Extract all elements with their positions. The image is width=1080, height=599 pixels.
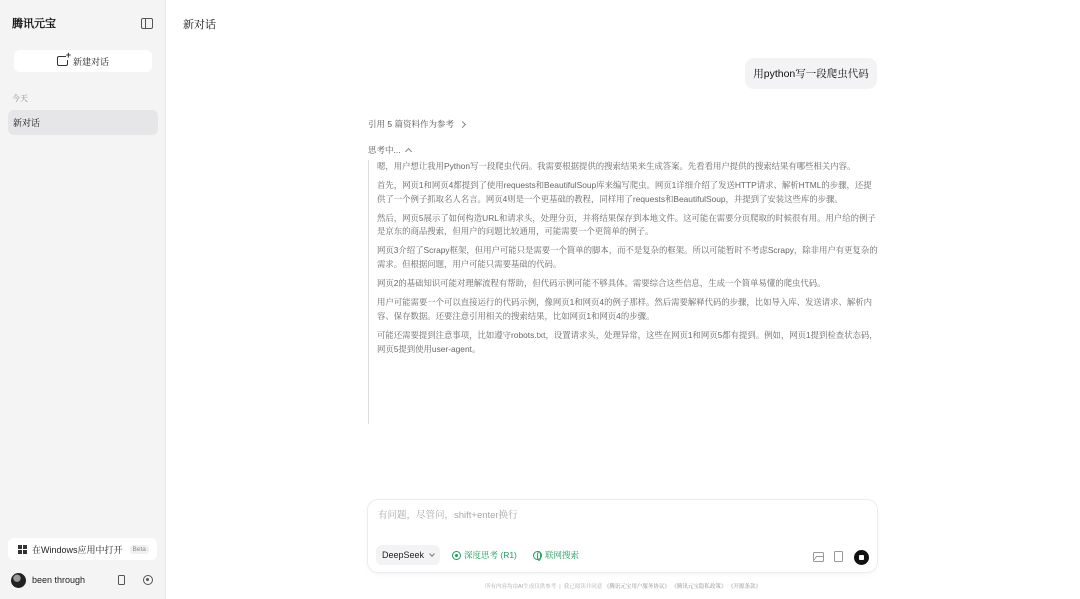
page-title: 新对话	[183, 19, 216, 31]
footer: 所有内容均由AI生成仅供参考 | 我已阅读并同意 《腾讯元宝用户服务协议》 《腾讯元宝隐私政策》 《开源条款》	[485, 584, 761, 590]
globe-icon	[533, 551, 542, 560]
opensource-link[interactable]: 《开源条款》	[727, 584, 761, 590]
sidebar-item-new-chat[interactable]: 新对话	[8, 110, 158, 135]
user-name: been through	[32, 575, 86, 585]
phone-icon[interactable]	[118, 575, 125, 585]
settings-icon[interactable]	[143, 575, 153, 585]
section-today-label: 今天	[12, 94, 28, 103]
stop-button[interactable]	[854, 550, 869, 565]
new-chat-button[interactable]	[14, 50, 152, 72]
beta-badge: Beta	[130, 545, 149, 554]
deep-think-toggle[interactable]	[452, 549, 517, 561]
deep-think-label: 深度思考 (R1)	[464, 550, 517, 560]
windows-icon	[18, 545, 27, 554]
open-windows-label: 在Windows应用中打开	[32, 544, 123, 555]
thinking-paragraph: 网页3介绍了Scrapy框架，但用户可能只是需要一个简单的脚本，而不是复杂的框架。所以可能暂时不考虑Scrapy，除非用户有更复杂的需求。但根据问题，用户可能只需要基础的代码。	[377, 245, 878, 270]
sidebar	[0, 0, 166, 599]
thinking-paragraph: 可能还需要提到注意事项，比如遵守robots.txt，设置请求头，处理异常，这些在网页1和网页5都有提到。例如，网页1提到检查状态码，网页5提到使用user-agent。	[377, 329, 878, 354]
references-label: 引用 5 篇资料作为参考	[368, 119, 454, 129]
new-chat-label: 新建对话	[72, 56, 109, 67]
model-label: DeepSeek	[382, 550, 425, 560]
web-search-toggle[interactable]	[533, 549, 579, 561]
sidebar-toggle-icon[interactable]	[141, 18, 153, 29]
chat-input[interactable]	[378, 508, 858, 522]
footer-disclaimer: 所有内容均由AI生成仅供参考	[485, 584, 557, 590]
thinking-label: 思考中...	[368, 145, 401, 155]
thinking-toggle[interactable]	[368, 144, 411, 156]
thinking-paragraph: 首先，网页1和网页4都提到了使用requests和BeautifulSoup库来编写爬虫。网页1详细介绍了发送HTTP请求、解析HTML的步骤，还提供了一个例子抓取名人名言。网页4则是一个更基础的教程，同样用了requests和BeautifulSoup，并提到了安装这些库的步骤。	[377, 180, 872, 204]
references-toggle[interactable]	[368, 118, 465, 130]
chat-input-box	[368, 500, 877, 572]
user-message-bubble: 用python写一段爬虫代码	[745, 58, 877, 89]
terms-link[interactable]: 《腾讯元宝用户服务协议》	[603, 584, 670, 590]
web-search-label: 联网搜索	[545, 550, 580, 560]
chevron-down-icon	[429, 551, 435, 557]
thinking-paragraph: 然后，网页5展示了如何构造URL和请求头，处理分页，并将结果保存到本地文件。这可能在需要分页爬取的时候很有用。用户给的例子是京东的商品搜索，但用户的问题比较通用，可能需要一个更简单的例子。	[377, 212, 876, 237]
atom-icon	[452, 551, 461, 560]
new-chat-icon	[57, 56, 68, 66]
thinking-paragraph: 网页2的基础知识可能对理解流程有帮助，但代码示例可能不够具体。需要综合这些信息，生成一个简单易懂的爬虫代码。	[377, 278, 826, 289]
file-upload-icon[interactable]	[834, 551, 843, 562]
thinking-content	[368, 160, 878, 424]
app-title: 腾讯元宝	[12, 18, 56, 30]
footer-agree: 我已阅读并同意	[563, 584, 603, 590]
sidebar-header	[12, 14, 153, 32]
privacy-link[interactable]: 《腾讯元宝隐私政策》	[671, 584, 727, 590]
chevron-right-icon	[459, 120, 466, 127]
user-bar	[11, 572, 153, 588]
thinking-paragraph: 用户可能需要一个可以直接运行的代码示例，像网页1和网页4的例子那样。然后需要解释代码的步骤，比如导入库、发送请求、解析内容、保存数据。还要注意引用相关的搜索结果，比如网页1和网页4的步骤。	[377, 297, 873, 321]
thinking-paragraph: 嗯，用户想让我用Python写一段爬虫代码。我需要根据提供的搜索结果来生成答案。先看看用户提供的搜索结果有哪些相关内容。	[377, 161, 856, 171]
open-in-windows-button[interactable]	[8, 538, 157, 560]
chevron-up-icon	[405, 148, 412, 155]
stop-icon	[859, 555, 864, 560]
model-select[interactable]	[376, 545, 440, 565]
image-upload-icon[interactable]	[813, 552, 824, 562]
avatar[interactable]	[11, 573, 26, 588]
